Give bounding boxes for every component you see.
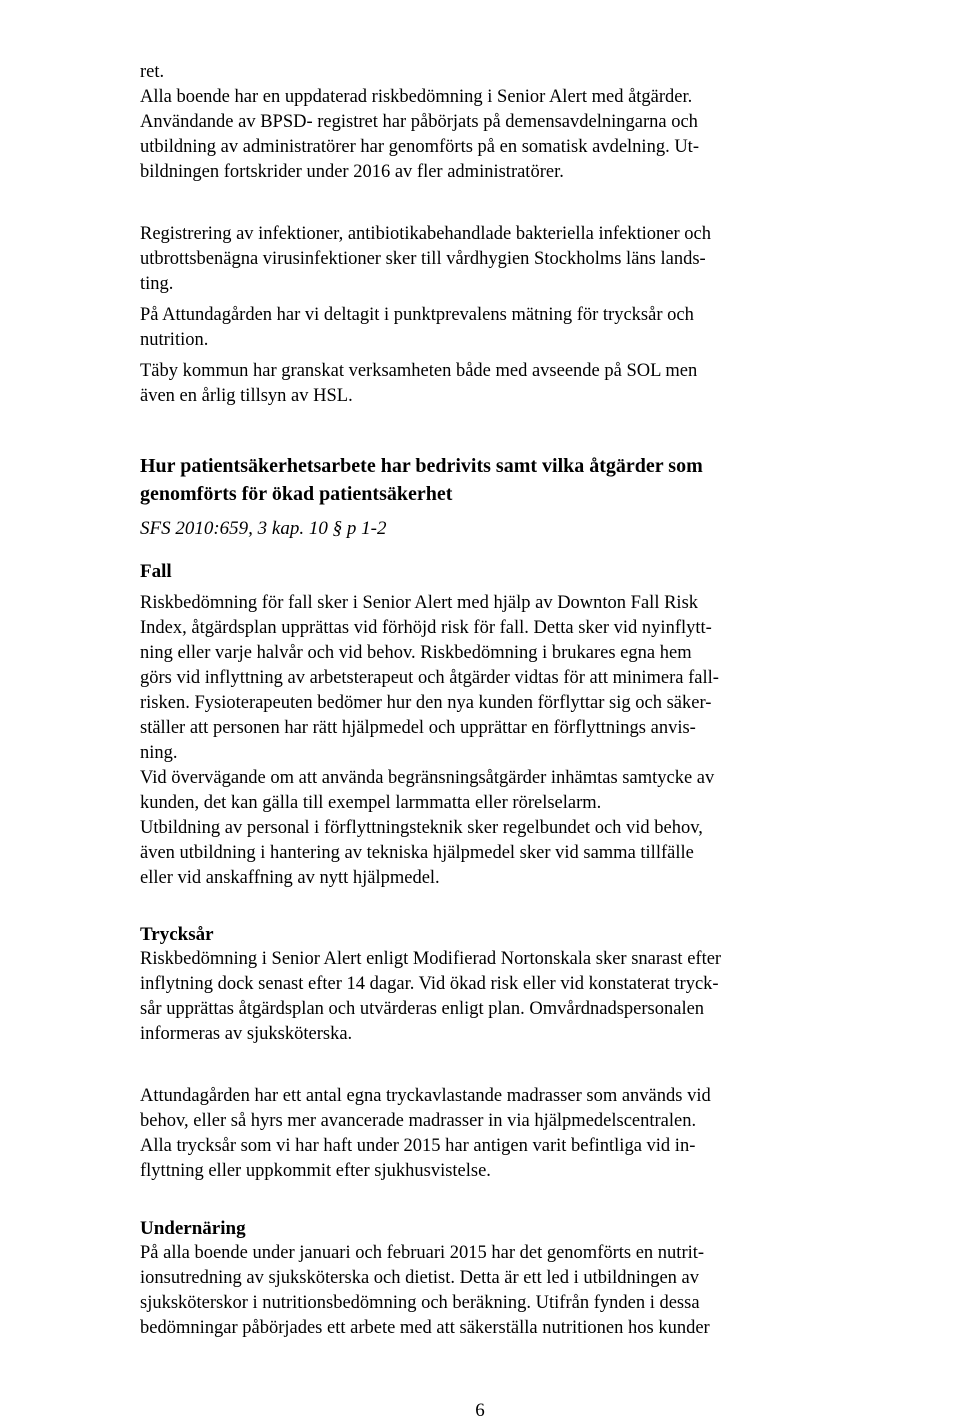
text-line: risken. Fysioterapeuten bedömer hur den nya kunden förflyttar sig och säker- <box>140 693 712 713</box>
prevalence-paragraph <box>140 303 830 353</box>
text-line: sjuksköterskor i nutritionsbedömning och beräkning. Utifrån fynden i dessa <box>140 1293 700 1313</box>
text-line: Täby kommun har granskat verksamheten både med avseende på SOL men <box>140 361 698 381</box>
text-line: ret. <box>140 62 165 82</box>
subheading: Undernäring <box>140 1218 246 1239</box>
intro-paragraph <box>140 60 830 185</box>
text-line: ning. <box>140 743 178 763</box>
text-line: Riskbedömning för fall sker i Senior Alert med hjälp av Downton Fall Risk <box>140 593 699 613</box>
fall-paragraph <box>140 591 830 891</box>
text-line: inflytning dock senast efter 14 dagar. Vid ökad risk eller vid konstaterat tryck- <box>140 974 719 994</box>
text-line: ting. <box>140 274 174 294</box>
subheading: Fall <box>140 561 172 582</box>
text-line: ionsutredning av sjuksköterska och dietist. Detta är ett led i utbildningen av <box>140 1268 699 1288</box>
text-line: Riskbedömning i Senior Alert enligt Modifierad Nortonskala sker snarast efter <box>140 949 722 969</box>
text-line: utbildning av administratörer har genomförts på en somatisk avdelning. Ut- <box>140 137 699 157</box>
section-heading <box>140 452 830 508</box>
text-line: informeras av sjuksköterska. <box>140 1024 353 1044</box>
text-line: ställer att personen har rätt hjälpmedel och upprättar en förflyttnings anvis- <box>140 718 696 738</box>
text-line: behov, eller så hyrs mer avancerade madrasser in via hjälpmedelscentralen. <box>140 1111 697 1131</box>
text-line: På Attundagården har vi deltagit i punktprevalens mätning för trycksår och <box>140 305 694 325</box>
text-line: bedömningar påbörjades ett arbete med att säkerställa nutritionen hos kunder <box>140 1318 710 1338</box>
text-line: flyttning eller uppkommit efter sjukhusvistelse. <box>140 1161 491 1181</box>
text-line: bildningen fortskrider under 2016 av fler administratörer. <box>140 162 564 182</box>
pressure-heading <box>140 922 830 947</box>
text-line: Alla boende har en uppdaterad riskbedömning i Senior Alert med åtgärder. <box>140 87 693 107</box>
review-paragraph <box>140 359 830 409</box>
text-line: På alla boende under januari och februari 2015 har det genomförts en nutrit- <box>140 1243 705 1263</box>
malnutrition-paragraph <box>140 1241 830 1341</box>
registration-paragraph <box>140 222 830 297</box>
text-line: nutrition. <box>140 330 209 350</box>
text-line: utbrottsbenägna virusinfektioner sker till vårdhygien Stockholms läns lands- <box>140 249 706 269</box>
text-line: sår upprättas åtgärdsplan och utvärderas enligt plan. Omvårdnadspersonalen <box>140 999 705 1019</box>
heading-line: Hur patientsäkerhetsarbete har bedrivits samt vilka åtgärder som <box>140 455 703 477</box>
text-line: kunden, det kan gälla till exempel larmmatta eller rörelselarm. <box>140 793 602 813</box>
text-line: Registrering av infektioner, antibiotikabehandlade bakteriella infektioner och <box>140 224 712 244</box>
text-line: Användande av BPSD- registret har påbörjats på demensavdelningarna och <box>140 112 698 132</box>
text-line: görs vid inflyttning av arbetsterapeut och åtgärder vidtas för att minimera fall- <box>140 668 719 688</box>
malnutrition-heading <box>140 1216 830 1241</box>
text-line: ning eller varje halvår och vid behov. Riskbedömning i brukares egna hem <box>140 643 692 663</box>
page-number: 6 <box>475 1400 485 1421</box>
text-line: Index, åtgärdsplan upprättas vid förhöjd risk för fall. Detta sker vid nyinflytt- <box>140 618 712 638</box>
subheading: Trycksår <box>140 924 214 945</box>
text-line: Alla trycksår som vi har haft under 2015 har antigen varit befintliga vid in- <box>140 1136 696 1156</box>
legal-reference <box>140 516 830 541</box>
heading-line: genomförts för ökad patientsäkerhet <box>140 483 453 505</box>
text-line: Utbildning av personal i förflyttningsteknik sker regelbundet och vid behov, <box>140 818 703 838</box>
text-line: även utbildning i hantering av tekniska hjälpmedel sker vid samma tillfälle <box>140 843 694 863</box>
fall-heading <box>140 559 830 584</box>
text-line: Attundagården har ett antal egna tryckavlastande madrasser som används vid <box>140 1086 711 1106</box>
text-line: eller vid anskaffning av nytt hjälpmedel. <box>140 868 440 888</box>
text-line: Vid övervägande om att använda begränsningsåtgärder inhämtas samtycke av <box>140 768 715 788</box>
mattress-paragraph <box>140 1084 830 1184</box>
pressure-paragraph <box>140 947 830 1047</box>
reference-text: SFS 2010:659, 3 kap. 10 § p 1-2 <box>140 518 387 539</box>
text-line: även en årlig tillsyn av HSL. <box>140 386 353 406</box>
